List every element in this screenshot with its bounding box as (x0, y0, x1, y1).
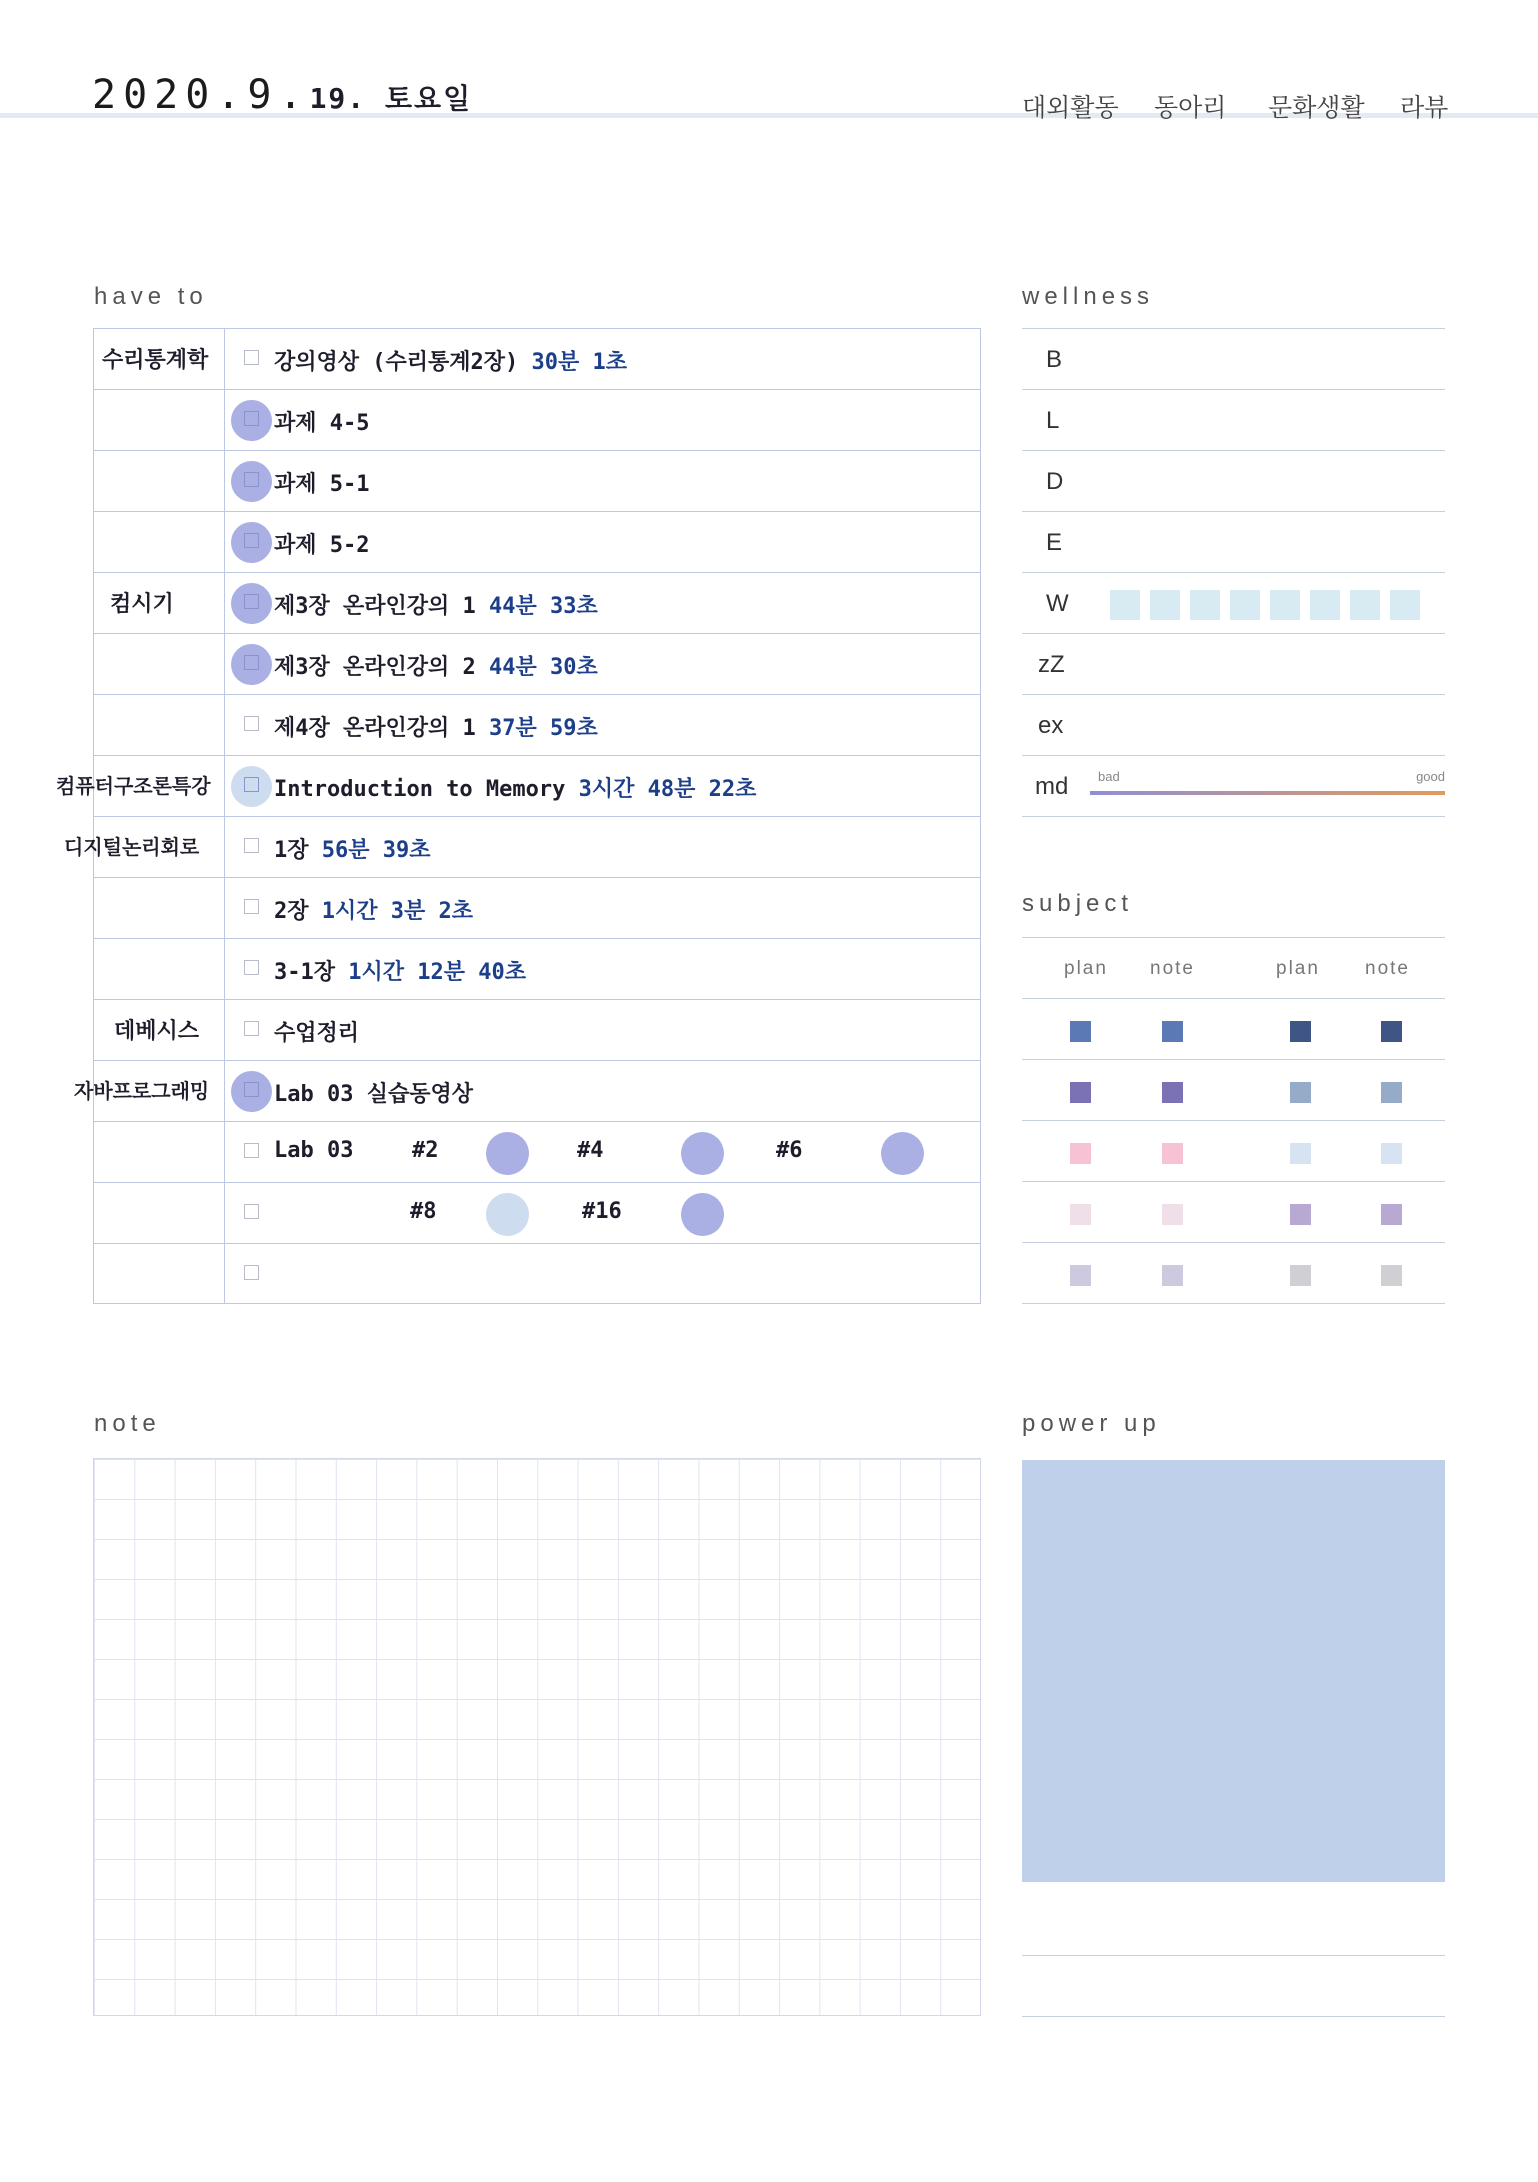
subject-row (1022, 1182, 1445, 1243)
row-subject: 수리통계학 (102, 348, 209, 373)
note-heading: note (94, 1410, 161, 1437)
wellness-label: zZ (1038, 651, 1065, 678)
task-checkbox[interactable] (244, 716, 259, 731)
have-to-heading: have to (94, 283, 208, 310)
task-checkbox[interactable] (244, 838, 259, 853)
subject-row (1022, 1121, 1445, 1182)
task-checkbox[interactable] (244, 472, 259, 487)
subject-color-swatch[interactable] (1381, 1204, 1402, 1225)
tab-club[interactable]: 동아리 (1154, 94, 1227, 122)
lab-label: #16 (582, 1199, 622, 1224)
table-row (94, 1183, 980, 1244)
subject-row (1022, 999, 1445, 1060)
subject-color-swatch[interactable] (1381, 1143, 1402, 1164)
done-marker (231, 400, 272, 441)
task-text: 3-1장 1시간 12분 40초 (274, 960, 526, 985)
row-subject: 컴퓨터구조론특강 (56, 774, 211, 798)
wellness-label: B (1046, 346, 1063, 373)
subject-color-swatch[interactable] (1290, 1082, 1311, 1103)
task-checkbox[interactable] (244, 411, 259, 426)
wellness-label: ex (1038, 712, 1064, 739)
water-glass[interactable] (1310, 590, 1340, 620)
table-row (94, 878, 980, 939)
wellness-row-exercise[interactable] (1022, 695, 1445, 756)
subject-color-swatch[interactable] (1070, 1143, 1091, 1164)
table-row (94, 1244, 980, 1305)
table-row (74, 1061, 980, 1122)
table-row (94, 939, 980, 1000)
power-up-line (1022, 1955, 1445, 1956)
task-text: 과제 5-2 (274, 533, 370, 558)
task-checkbox[interactable] (244, 1204, 259, 1219)
wellness-row-sleep[interactable] (1022, 634, 1445, 695)
wellness-row-breakfast[interactable] (1022, 329, 1445, 390)
lab-partial-marker (486, 1193, 529, 1236)
water-glass[interactable] (1190, 590, 1220, 620)
done-marker (231, 1071, 272, 1112)
table-row (94, 512, 980, 573)
tab-culture[interactable]: 문화생활 (1268, 94, 1365, 122)
col-plan: plan (1276, 958, 1320, 979)
task-checkbox[interactable] (244, 960, 259, 975)
date-printed: 2020.9. (92, 72, 310, 118)
subject-color-swatch[interactable] (1381, 1265, 1402, 1286)
lab-label: #8 (410, 1199, 437, 1224)
row-subject: 자바프로그래밍 (74, 1079, 210, 1103)
subject-color-swatch[interactable] (1381, 1082, 1402, 1103)
wellness-row-extra[interactable] (1022, 512, 1445, 573)
table-row (56, 756, 980, 817)
subject-color-swatch[interactable] (1070, 1082, 1091, 1103)
task-text: 2장 1시간 3분 2초 (274, 899, 473, 924)
task-checkbox[interactable] (244, 655, 259, 670)
subject-row (1022, 1060, 1445, 1121)
table-row (94, 1000, 980, 1061)
table-row (94, 390, 980, 451)
task-text: Lab 03 실습동영상 (274, 1082, 473, 1107)
done-marker (231, 461, 272, 502)
task-text: 과제 5-1 (274, 472, 370, 497)
table-row (94, 573, 980, 634)
page-date (92, 72, 472, 118)
done-marker (231, 644, 272, 685)
subject-heading: subject (1022, 890, 1134, 917)
wellness-label: md (1035, 773, 1069, 800)
wellness-label: E (1046, 529, 1063, 556)
table-row (94, 451, 980, 512)
row-subject: 데베시스 (114, 1019, 200, 1044)
subject-color-swatch[interactable] (1162, 1021, 1183, 1042)
water-glass[interactable] (1270, 590, 1300, 620)
table-row (64, 817, 980, 878)
mood-low-label: bad (1098, 769, 1120, 784)
subject-color-swatch[interactable] (1162, 1143, 1183, 1164)
wellness-row-water (1022, 573, 1445, 634)
water-glass[interactable] (1150, 590, 1180, 620)
subject-color-swatch[interactable] (1381, 1021, 1402, 1042)
table-row (94, 329, 980, 390)
mood-slider[interactable] (1090, 791, 1445, 795)
lab-label: #6 (776, 1138, 803, 1163)
lab-label: #4 (577, 1138, 604, 1163)
wellness-label: L (1046, 407, 1060, 434)
task-checkbox[interactable] (244, 350, 259, 365)
row-subject: 디지털논리회로 (64, 835, 200, 859)
col-plan: plan (1064, 958, 1108, 979)
subject-row (1022, 1243, 1445, 1304)
task-checkbox[interactable] (244, 1082, 259, 1097)
tab-review[interactable]: 라뷰 (1400, 94, 1449, 122)
task-checkbox[interactable] (244, 1265, 259, 1280)
lab-done-marker (681, 1193, 724, 1236)
water-glass[interactable] (1350, 590, 1380, 620)
wellness-row-dinner[interactable] (1022, 451, 1445, 512)
subject-color-swatch[interactable] (1290, 1265, 1311, 1286)
task-text: Lab 03 (274, 1138, 354, 1163)
col-note: note (1150, 958, 1195, 979)
task-text: 제3장 온라인강의 1 44분 33초 (274, 594, 598, 619)
table-row (94, 634, 980, 695)
lab-done-marker (681, 1132, 724, 1175)
done-marker (231, 583, 272, 624)
subject-color-swatch[interactable] (1162, 1204, 1183, 1225)
task-text: 제3장 온라인강의 2 44분 30초 (274, 655, 598, 680)
wellness-row-lunch[interactable] (1022, 390, 1445, 451)
date-handwritten: 19. 토요일 (309, 82, 473, 115)
subject-color-swatch[interactable] (1290, 1021, 1311, 1042)
partial-marker (231, 766, 272, 807)
have-to-table (56, 328, 981, 1304)
task-checkbox[interactable] (244, 1021, 259, 1036)
task-checkbox[interactable] (244, 533, 259, 548)
water-glass[interactable] (1230, 590, 1260, 620)
col-note: note (1365, 958, 1410, 979)
subject-color-swatch[interactable] (1162, 1265, 1183, 1286)
mood-high-label: good (1416, 769, 1445, 784)
tab-activities[interactable]: 대외활동 (1022, 94, 1119, 122)
wellness-label: W (1046, 590, 1069, 617)
row-subject: 컴시기 (110, 592, 174, 617)
task-text: 강의영상 (수리통계2장) 30분 1초 (274, 350, 627, 375)
power-up-line (1022, 2016, 1445, 2017)
power-up-box[interactable] (1022, 1460, 1445, 1882)
wellness-heading: wellness (1022, 283, 1155, 310)
water-glass[interactable] (1110, 590, 1140, 620)
task-checkbox[interactable] (244, 777, 259, 792)
task-text: Introduction to Memory 3시간 48분 22초 (274, 777, 757, 802)
task-text: 1장 56분 39초 (274, 838, 431, 863)
task-text: 과제 4-5 (274, 411, 370, 436)
task-checkbox[interactable] (244, 1143, 259, 1158)
subject-color-swatch[interactable] (1070, 1204, 1091, 1225)
wellness-row-mood (1022, 756, 1445, 817)
subject-color-swatch[interactable] (1070, 1265, 1091, 1286)
task-checkbox[interactable] (244, 594, 259, 609)
wellness-label: D (1046, 468, 1064, 495)
done-marker (231, 522, 272, 563)
task-text: 수업정리 (274, 1021, 360, 1046)
task-text: 제4장 온라인강의 1 37분 59초 (274, 716, 598, 741)
subject-color-swatch[interactable] (1162, 1082, 1183, 1103)
water-glass[interactable] (1390, 590, 1420, 620)
table-row (94, 695, 980, 756)
note-grid[interactable] (93, 1458, 981, 2016)
table-row (94, 1122, 980, 1183)
lab-done-marker (881, 1132, 924, 1175)
lab-done-marker (486, 1132, 529, 1175)
power-up-heading: power up (1022, 1410, 1161, 1437)
subject-color-swatch[interactable] (1070, 1021, 1091, 1042)
lab-label: #2 (412, 1138, 439, 1163)
subject-color-swatch[interactable] (1290, 1204, 1311, 1225)
task-checkbox[interactable] (244, 899, 259, 914)
subject-header-row (1022, 938, 1445, 999)
subject-color-swatch[interactable] (1290, 1143, 1311, 1164)
